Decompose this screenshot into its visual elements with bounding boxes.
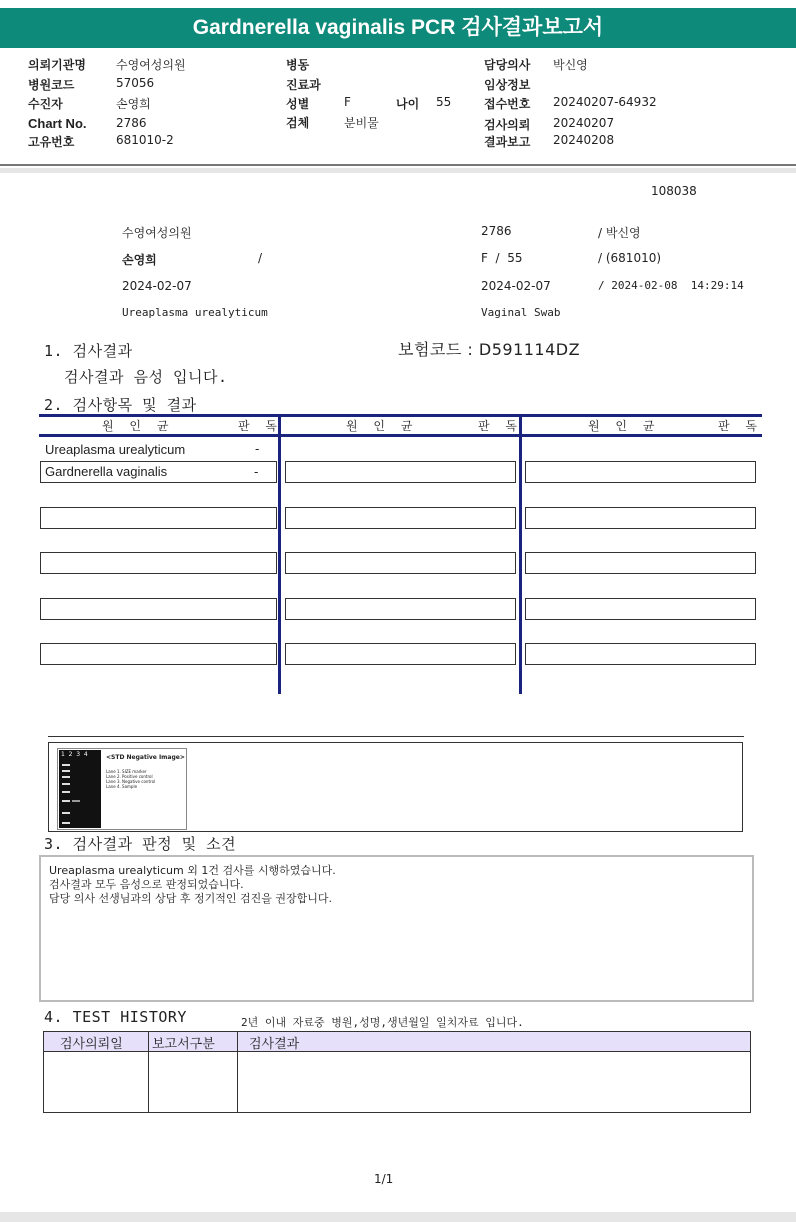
empty-cell: [525, 461, 756, 483]
table-header-rule: [39, 434, 762, 437]
header-divider-shade: [0, 168, 796, 173]
doctor-value: 박신영: [553, 58, 588, 72]
report-label: 결과보고: [484, 135, 531, 149]
history-col-divider: [148, 1032, 149, 1112]
opinion-line: 담당 의사 선생님과의 상담 후 정기적인 검진을 권장합니다.: [49, 892, 332, 905]
chart-label: Chart No.: [28, 116, 87, 131]
specimen-label: 검체: [286, 116, 310, 130]
request-label: 검사의뢰: [484, 118, 531, 132]
empty-cell: [525, 643, 756, 665]
col-pathogen-2: 원 인 균: [346, 419, 419, 433]
history-note: 2년 이내 자료중 병원,성명,생년월일 일치자료 입니다.: [241, 1016, 524, 1029]
sub-date2: 2024-02-07: [481, 279, 551, 293]
institution-value: 수영여성의원: [116, 58, 186, 72]
result-row-1-value: -: [255, 442, 260, 456]
result-row-1-name: Ureaplasma urealyticum: [45, 442, 186, 457]
unique-value: 681010-2: [116, 133, 174, 147]
result-row-2-value: -: [254, 464, 259, 479]
gel-lane4-caption: Lane 4. Sample: [106, 784, 138, 789]
examinee-value: 손영희: [116, 97, 151, 111]
page-number: 1/1: [374, 1172, 394, 1186]
empty-cell: [285, 461, 516, 483]
opinion-box: [39, 855, 754, 1002]
age-value: 55: [436, 95, 452, 109]
table-col-divider-2: [519, 414, 522, 694]
sub-date1: 2024-02-07: [122, 279, 192, 293]
sub-patient-slash: /: [258, 251, 263, 265]
sub-datetime: / 2024-02-08 14:29:14: [598, 279, 744, 292]
sub-sex-age: F / 55: [481, 251, 523, 265]
gel-electrophoresis-image: [57, 748, 187, 830]
footer-bar: [0, 1212, 796, 1222]
sub-doctor: / 박신영: [598, 226, 641, 240]
result-row-2: [40, 461, 277, 483]
examinee-label: 수진자: [28, 97, 63, 111]
dept-label: 진료과: [286, 78, 321, 92]
age-label: 나이: [396, 97, 420, 111]
empty-cell: [285, 507, 516, 529]
section1-title: 1. 검사결과: [44, 342, 133, 360]
unique-label: 고유번호: [28, 135, 75, 149]
request-value: 20240207: [553, 116, 615, 130]
history-col-result: 검사결과: [249, 1037, 300, 1052]
header-divider: [0, 164, 796, 166]
sub-specimen: Vaginal Swab: [481, 306, 561, 319]
hospital-code-value: 57056: [116, 76, 155, 90]
specimen-value: 분비물: [344, 116, 379, 130]
empty-cell: [285, 598, 516, 620]
history-header-row: [44, 1032, 750, 1052]
ward-label: 병동: [286, 58, 310, 72]
col-pathogen-1: 원 인 균: [102, 419, 175, 433]
section1-result: 검사결과 음성 입니다.: [64, 368, 228, 386]
clinical-label: 임상정보: [484, 78, 531, 92]
gel-frame: [48, 742, 743, 832]
gel-lane3-caption: Lane 3. Negative control: [106, 779, 156, 784]
report-value: 20240208: [553, 133, 615, 147]
result-row-2-name: Gardnerella vaginalis: [45, 464, 168, 479]
receipt-label: 접수번호: [484, 97, 531, 111]
gel-lane-numbers: 1 2 3 4: [61, 751, 88, 758]
gel-lane2-caption: Lane 2. Positive control: [106, 774, 153, 779]
section4-title: 4. TEST HISTORY: [44, 1008, 187, 1026]
empty-cell: [40, 507, 277, 529]
empty-cell: [40, 598, 277, 620]
sub-chart: 2786: [481, 224, 512, 238]
gel-top-rule: [48, 736, 744, 737]
patient-info-block: [0, 52, 796, 164]
sub-organism: Ureaplasma urealyticum: [122, 306, 268, 319]
institution-label: 의뢰기관명: [28, 58, 86, 72]
history-col-divider: [237, 1032, 238, 1112]
section2-title: 2. 검사항목 및 결과: [44, 396, 197, 414]
insurance-code: 보험코드 : D591114DZ: [398, 340, 581, 359]
section3-title: 3. 검사결과 판정 및 소견: [44, 835, 237, 853]
gel-caption-title: <STD Negative Image>: [106, 754, 185, 761]
empty-cell: [525, 552, 756, 574]
empty-cell: [40, 643, 277, 665]
history-col-request-date: 검사의뢰일: [60, 1037, 123, 1052]
sub-patient: 손영희: [122, 253, 157, 267]
gel-lane1-caption: Lane 1. SIZE marker: [106, 769, 147, 774]
receipt-value: 20240207-64932: [553, 95, 657, 109]
opinion-line: 검사결과 모두 음성으로 판정되었습니다.: [49, 878, 244, 891]
history-table: [43, 1031, 751, 1113]
report-title: Gardnerella vaginalis PCR 검사결과보고서: [0, 8, 796, 48]
history-col-report-type: 보고서구분: [152, 1037, 215, 1052]
col-judge-1: 판 독: [238, 419, 283, 433]
gel-lanes: [59, 750, 101, 828]
hospital-code-label: 병원코드: [28, 78, 75, 92]
col-judge-2: 판 독: [478, 419, 523, 433]
doc-number: 108038: [651, 184, 697, 198]
doctor-label: 담당의사: [484, 58, 531, 72]
sex-label: 성별: [286, 97, 310, 111]
empty-cell: [285, 552, 516, 574]
col-pathogen-3: 원 인 균: [588, 419, 661, 433]
sub-institution: 수영여성의원: [122, 226, 192, 240]
chart-value: 2786: [116, 116, 147, 130]
sex-value: F: [344, 95, 351, 109]
empty-cell: [285, 643, 516, 665]
sub-birth: / (681010): [598, 251, 662, 265]
empty-cell: [40, 552, 277, 574]
table-col-divider-1: [278, 414, 281, 694]
empty-cell: [525, 507, 756, 529]
opinion-line: Ureaplasma urealyticum 외 1건 검사를 시행하였습니다.: [49, 864, 336, 877]
empty-cell: [525, 598, 756, 620]
col-judge-3: 판 독: [718, 419, 763, 433]
